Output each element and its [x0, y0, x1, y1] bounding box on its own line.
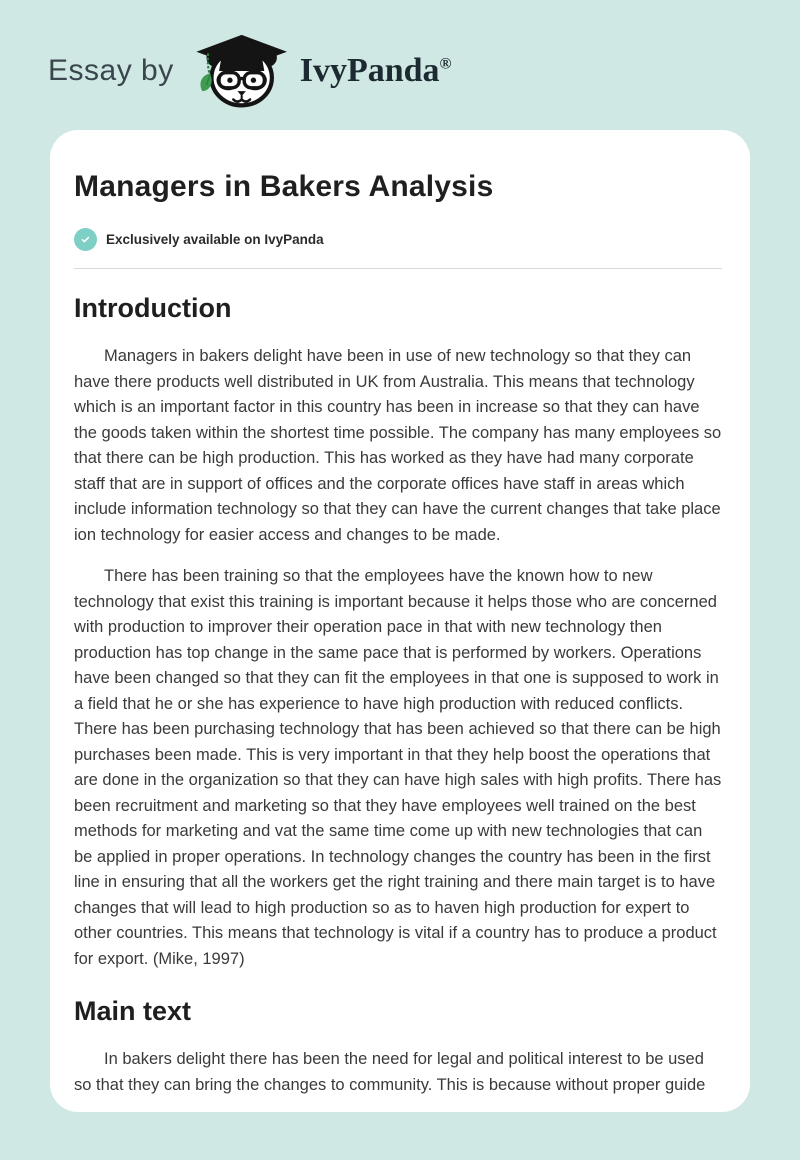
essay-card	[50, 130, 750, 1112]
registered-mark: ®	[439, 55, 452, 73]
page-title: Managers in Bakers Analysis	[74, 170, 494, 203]
brand-name[interactable]: IvyPanda®	[299, 52, 452, 89]
availability-badge-label: Exclusively available on IvyPanda	[106, 232, 324, 247]
ivypanda-panda-logo-icon[interactable]	[188, 33, 292, 109]
paragraph: There has been training so that the employees have the known how to new technology that exist this training is important because it helps those who are concerned with production to improver their operation pace in that with new technology then production has top change in the same pace that is performed by workers. Operations have been changed so that they can fit the employees in that one is supposed to work in a field that he or she has experience to have high production with reduced conflicts. There has been purchasing technology that has been achieved so that there can be high purchases been made. This is very important in that they help boost the operations that are done in the organization so that they can have high sales with high profits. There has been recruitment and marketing so that they have employees well trained on the best methods for marketing and vat the same time come up with new technologies that can be applied in proper operations. In technology changes the country has been in the first line in ensuring that all the workers get the right training and there main target is to have changes that will lead to high production so as to haven high production for expert to other countries. This means that technology is vital if a country has to produce a product for export. (Mike, 1997)	[74, 567, 722, 968]
section-heading-main-text: Main text	[74, 996, 192, 1026]
paragraph: Managers in bakers delight have been in use of new technology so that they can have there products well distributed in UK from Australia. This means that technology which is an important factor in this country has been in increase so that they can have the goods taken within the shortest time possible. The company has many employees so that there can be high production. This has worked as they have had many corporate staff that are in support of offices and the corporate offices have staff in areas which include information technology so that they can have the current changes that take place ion technology for easier access and changes to be made.	[74, 347, 722, 544]
availability-badge	[74, 228, 722, 251]
essay-by-label: Essay by	[48, 54, 174, 87]
section-heading-introduction: Introduction	[74, 293, 232, 323]
section-introduction	[74, 293, 722, 972]
divider	[74, 268, 722, 269]
section-main-text	[74, 996, 722, 1098]
paragraph: In bakers delight there has been the need for legal and political interest to be used so that they can bring the changes to community. This is because without proper guide	[74, 1050, 706, 1094]
check-icon	[74, 228, 97, 251]
site-header	[0, 0, 800, 110]
